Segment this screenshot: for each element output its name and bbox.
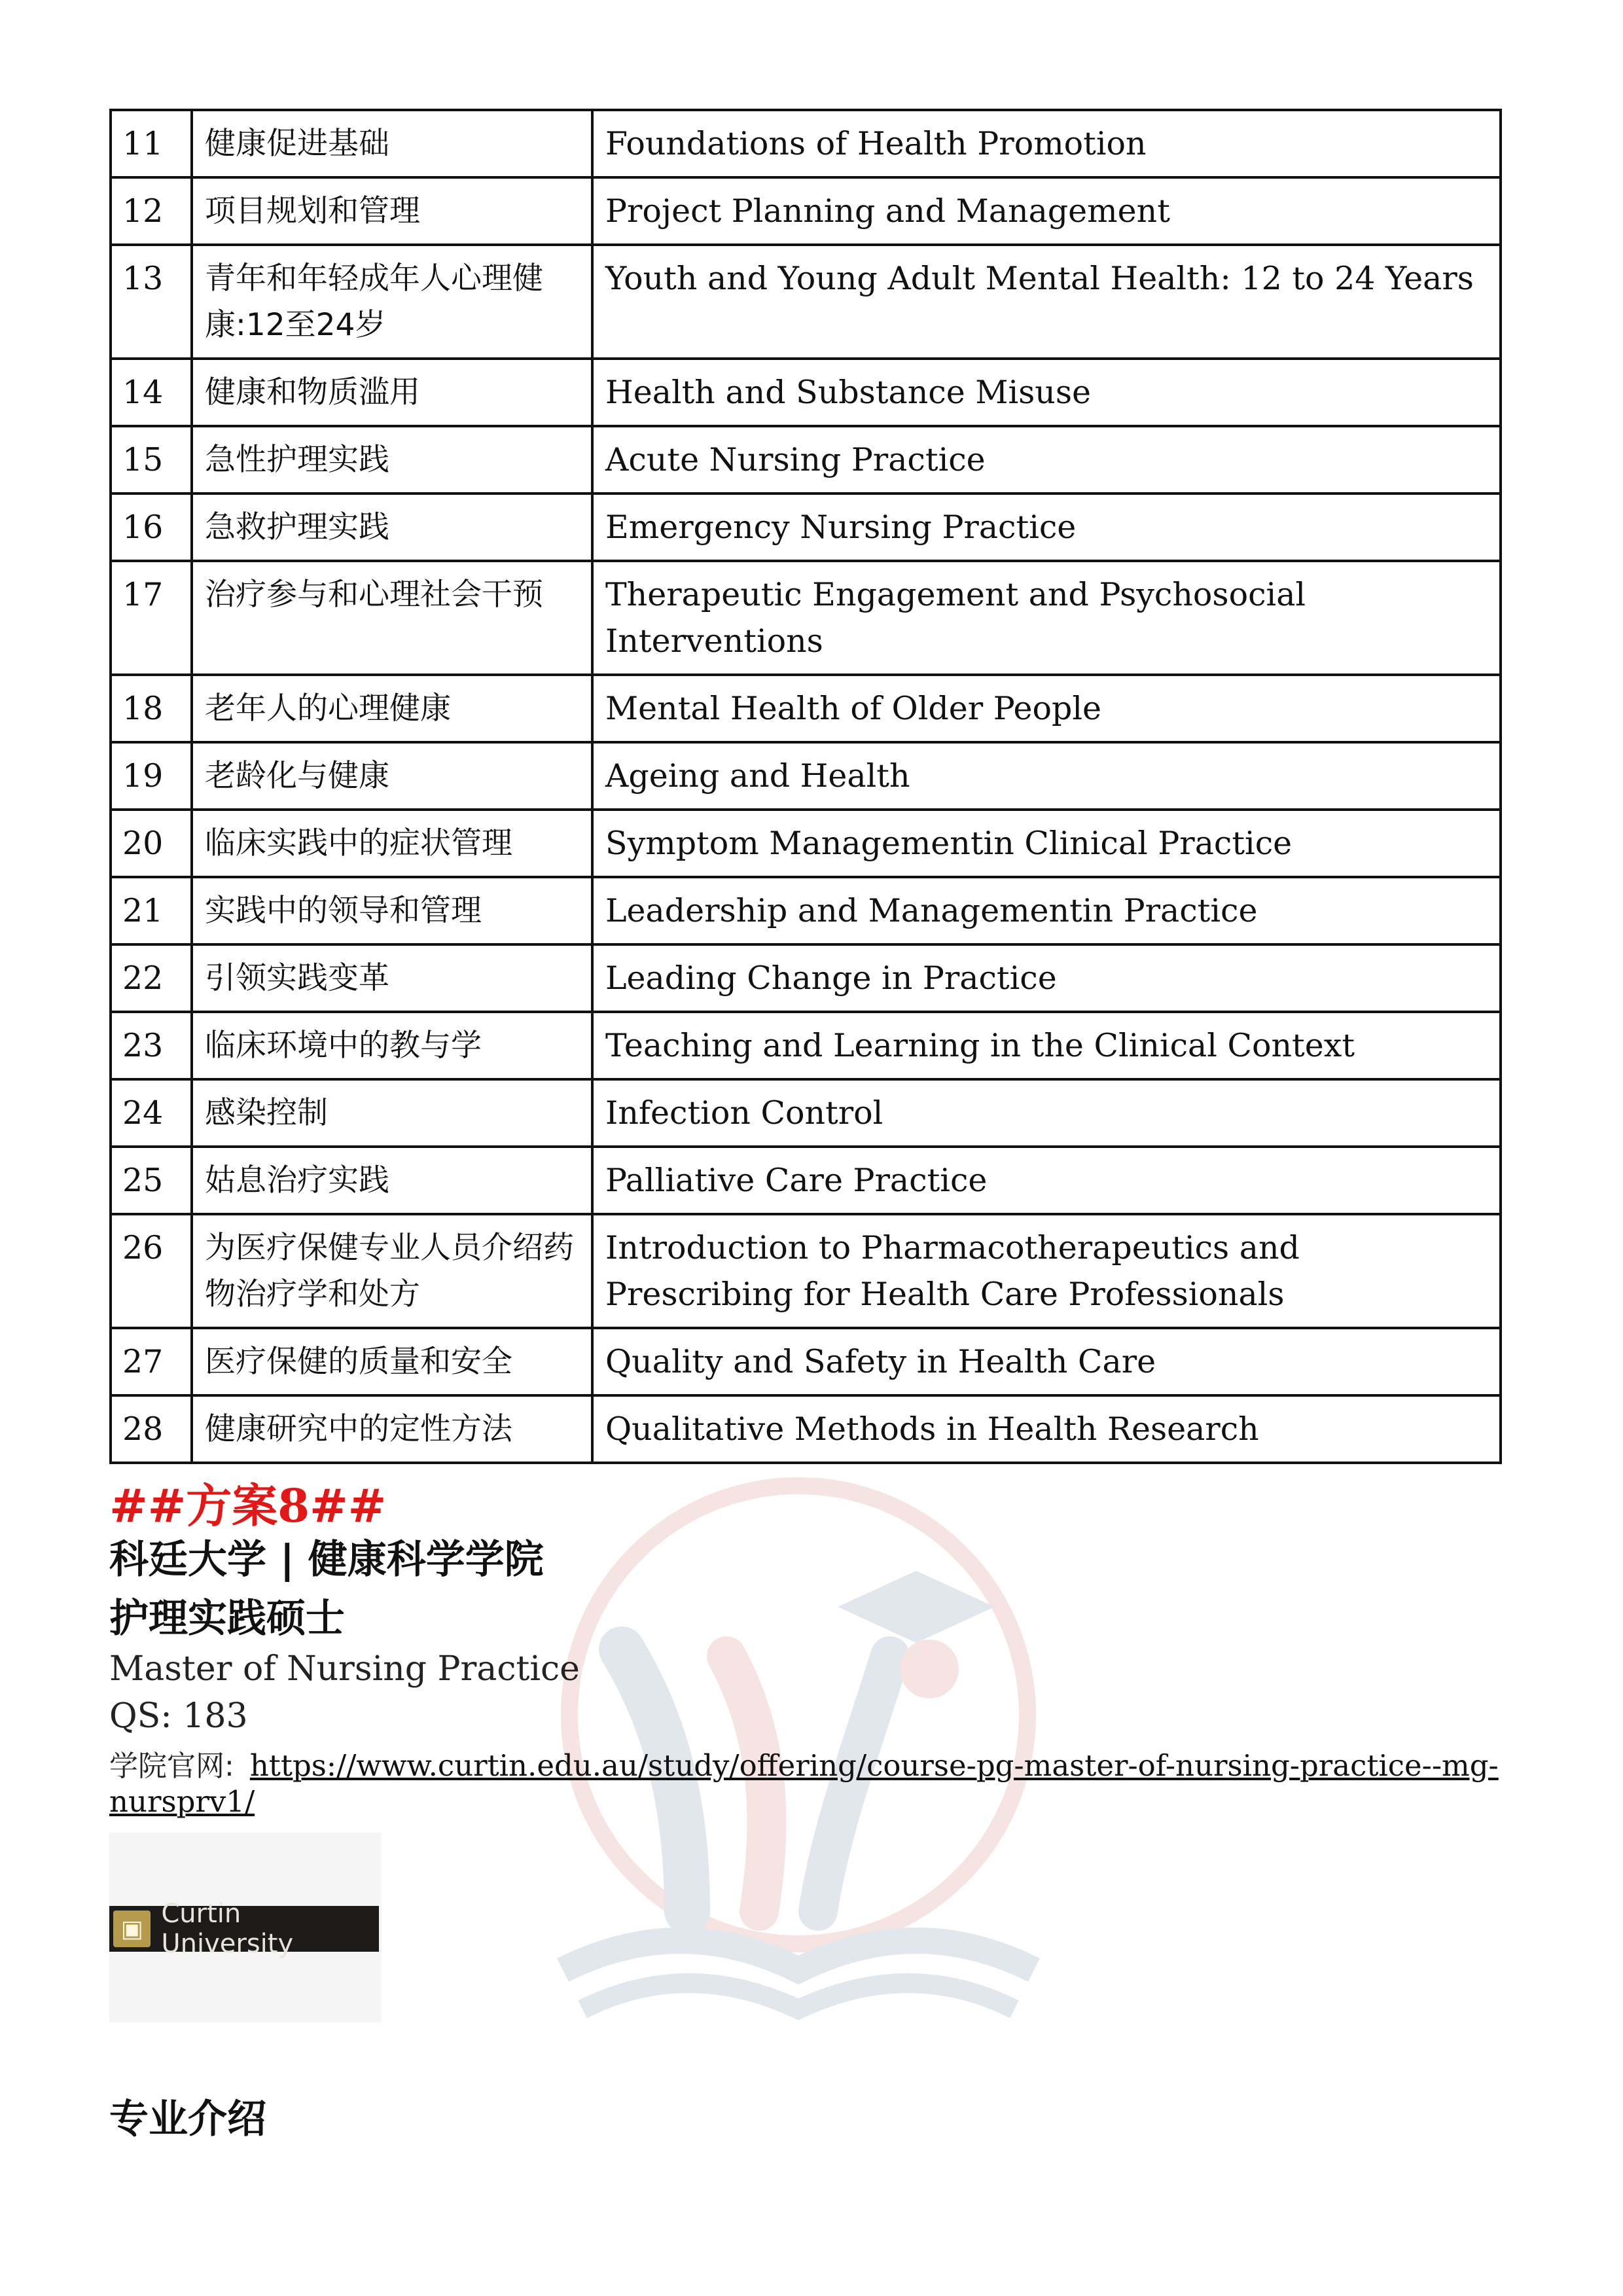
course-number: 28 [111, 1395, 192, 1463]
table-row [111, 810, 1501, 877]
course-name-zh: 老年人的心理健康 [192, 675, 592, 742]
table-row [111, 1012, 1501, 1079]
qs-ranking: QS: 183 [109, 1696, 248, 1736]
course-number: 19 [111, 742, 192, 810]
course-name-en: Leadership and Managementin Practice [592, 877, 1501, 944]
course-name-en: Palliative Care Practice [592, 1147, 1501, 1214]
course-name-zh: 老龄化与健康 [192, 742, 592, 810]
course-name-zh: 急性护理实践 [192, 426, 592, 493]
course-name-en: Youth and Young Adult Mental Health: 12 to 24 Years [592, 245, 1501, 359]
table-row [111, 245, 1501, 359]
course-number: 14 [111, 359, 192, 426]
plan-heading: ##方案8## [109, 1479, 387, 1533]
course-name-en: Quality and Safety in Health Care [592, 1328, 1501, 1395]
course-number: 24 [111, 1079, 192, 1147]
course-name-zh: 实践中的领导和管理 [192, 877, 592, 944]
table-row [111, 359, 1501, 426]
course-name-en: Acute Nursing Practice [592, 426, 1501, 493]
table-row [111, 1214, 1501, 1328]
course-number: 12 [111, 177, 192, 245]
course-name-en: Emergency Nursing Practice [592, 493, 1501, 561]
course-name-en: Leading Change in Practice [592, 944, 1501, 1012]
table-row [111, 1147, 1501, 1214]
website-row [109, 1742, 1623, 1819]
table-row [111, 1079, 1501, 1147]
course-number: 11 [111, 110, 192, 177]
course-name-zh: 项目规划和管理 [192, 177, 592, 245]
crest-icon: ▣ [113, 1910, 151, 1947]
course-number: 22 [111, 944, 192, 1012]
course-name-en: Ageing and Health [592, 742, 1501, 810]
website-link[interactable]: https://www.curtin.edu.au/study/offering/course-pg-master-of-nursing-practice--mg-nursprv1/ [109, 1748, 1499, 1819]
course-name-zh: 急救护理实践 [192, 493, 592, 561]
course-number: 26 [111, 1214, 192, 1328]
table-row [111, 1395, 1501, 1463]
course-number: 21 [111, 877, 192, 944]
course-name-zh: 健康促进基础 [192, 110, 592, 177]
course-name-en: Symptom Managementin Clinical Practice [592, 810, 1501, 877]
course-name-zh: 青年和年轻成年人心理健康:12至24岁 [192, 245, 592, 359]
course-number: 16 [111, 493, 192, 561]
course-name-en: Foundations of Health Promotion [592, 110, 1501, 177]
course-name-zh: 治疗参与和心理社会干预 [192, 561, 592, 675]
course-name-zh: 临床环境中的教与学 [192, 1012, 592, 1079]
course-number: 17 [111, 561, 192, 675]
course-name-en: Health and Substance Misuse [592, 359, 1501, 426]
course-name-zh: 健康研究中的定性方法 [192, 1395, 592, 1463]
table-row [111, 426, 1501, 493]
course-number: 18 [111, 675, 192, 742]
course-name-en: Therapeutic Engagement and Psychosocial Interventions [592, 561, 1501, 675]
course-name-zh: 临床实践中的症状管理 [192, 810, 592, 877]
table-row [111, 561, 1501, 675]
course-number: 13 [111, 245, 192, 359]
course-name-en: Mental Health of Older People [592, 675, 1501, 742]
course-number: 15 [111, 426, 192, 493]
course-name-en: Project Planning and Management [592, 177, 1501, 245]
table-row [111, 675, 1501, 742]
course-name-zh: 医疗保健的质量和安全 [192, 1328, 592, 1395]
course-table [109, 109, 1502, 1464]
degree-title-zh: 护理实践硕士 [109, 1596, 345, 1641]
course-name-en: Introduction to Pharmacotherapeutics and Prescribing for Health Care Professionals [592, 1214, 1501, 1328]
table-row [111, 1328, 1501, 1395]
program-intro-heading: 专业介绍 [109, 2096, 266, 2142]
degree-title-en: Master of Nursing Practice [109, 1649, 580, 1689]
course-name-zh: 为医疗保健专业人员介绍药物治疗学和处方 [192, 1214, 592, 1328]
course-number: 27 [111, 1328, 192, 1395]
website-label: 学院官网: [109, 1749, 234, 1783]
table-row [111, 742, 1501, 810]
course-table-body [111, 110, 1501, 1463]
table-row [111, 877, 1501, 944]
course-name-zh: 引领实践变革 [192, 944, 592, 1012]
course-name-en: Qualitative Methods in Health Research [592, 1395, 1501, 1463]
table-row [111, 177, 1501, 245]
table-row [111, 493, 1501, 561]
table-row [111, 110, 1501, 177]
course-name-en: Infection Control [592, 1079, 1501, 1147]
course-name-zh: 健康和物质滥用 [192, 359, 592, 426]
course-name-zh: 感染控制 [192, 1079, 592, 1147]
curtin-logo [109, 1899, 379, 1959]
university-faculty-title: 科廷大学 | 健康科学学院 [109, 1537, 544, 1583]
logo-text: Curtin University [161, 1899, 294, 1959]
course-name-en: Teaching and Learning in the Clinical Context [592, 1012, 1501, 1079]
course-name-zh: 姑息治疗实践 [192, 1147, 592, 1214]
graduation-book-logo-watermark-icon [524, 1460, 1073, 2022]
course-number: 20 [111, 810, 192, 877]
course-number: 23 [111, 1012, 192, 1079]
course-number: 25 [111, 1147, 192, 1214]
table-row [111, 944, 1501, 1012]
